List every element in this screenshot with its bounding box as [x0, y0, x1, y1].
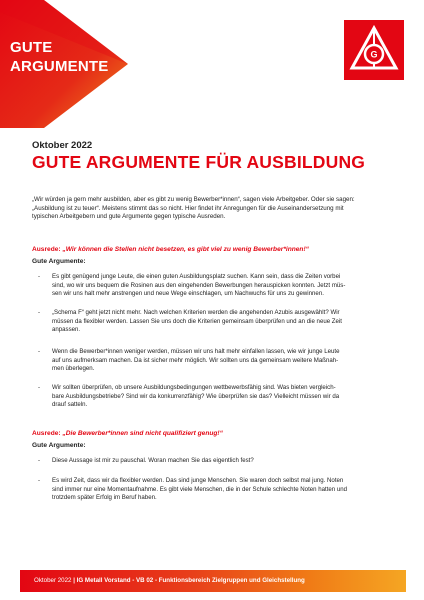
banner-title — [10, 38, 108, 76]
footer-bar — [20, 570, 406, 592]
section-2-subhead: Gute Argumente: — [32, 442, 86, 449]
argument-line: trotzdem später Erfolg im Beruf haben. — [52, 494, 157, 502]
argument-item — [52, 457, 398, 466]
bullet-dash: - — [38, 457, 41, 464]
argument-line: Es gibt genügend junge Leute, die einen guten Ausbildungsplatz suchen. Kann sein, dass die Zeiten vorbei — [52, 273, 341, 280]
argument-line: sind immer nur eine Momentaufnahme. Es gibt viele Menschen, die in der Schule schlechte Noten hatten und — [52, 485, 348, 493]
section-1-subhead: Gute Argumente: — [32, 258, 86, 265]
logo-icon — [344, 20, 404, 80]
argument-line: Diese Aussage ist mir zu pauschal. Woran machen Sie das eigentlich fest? — [52, 457, 254, 464]
section-1-excuse — [32, 246, 309, 253]
argument-line: drauf satteln. — [52, 401, 88, 409]
argument-line: anpassen. — [52, 326, 81, 334]
bullet-dash: - — [38, 477, 41, 484]
intro-line: typischen Arbeitgebern und gute Argumente gegen typische Ausreden. — [32, 213, 226, 221]
argument-line: men überlegen. — [52, 365, 95, 373]
banner-line-1: GUTE — [10, 39, 53, 56]
argument-line: bare Ausbildungsbetriebe? Sind wir da konkurrenzfähig? Wie überprüfen sie das? Vielleicht müssen wir da — [52, 392, 340, 400]
intro-line: „Wir würden ja gern mehr ausbilden, aber es gibt zu wenig Bewerber*innen“, sagen viele Arbeitgeber. Oder sie sagen: — [32, 196, 355, 203]
footer-date: Oktober 2022 — [34, 577, 72, 584]
excuse-quote: „Die Bewerber*innen sind nicht qualifiziert genug!“ — [62, 430, 223, 437]
argument-line: Wenn die Bewerber*innen weniger werden, müssen wir uns halt mehr einfallen lassen, wie wir junge Leute — [52, 348, 340, 355]
footer-org: | IG Metall Vorstand - VB 02 - Funktionsbereich Zielgruppen und Gleichstellung — [71, 577, 305, 584]
bullet-dash: - — [38, 273, 41, 280]
argument-line: müssen da flexibler werden. Lassen Sie uns doch die Kriterien gemeinsam überprüfen und an die neue Zeit — [52, 317, 342, 325]
excuse-quote: „Wir können die Stellen nicht besetzen, es gibt viel zu wenig Bewerber*innen!“ — [62, 246, 309, 253]
argument-line: Es wird Zeit, dass wir da flexibler werden. Das sind junge Menschen. Sie waren doch selbst mal jung. Noten — [52, 477, 344, 484]
bullet-dash: - — [38, 348, 41, 355]
banner-line-2: ARGUMENTE — [10, 58, 109, 75]
svg-text:G: G — [370, 49, 378, 60]
excuse-label: Ausrede: — [32, 246, 61, 253]
bullet-dash: - — [38, 309, 41, 316]
argument-line: sen wir uns halt mehr anstrengen und neue Wege einschlagen, um Nachwuchs für uns zu gewinnen. — [52, 290, 324, 298]
argument-item — [52, 477, 398, 503]
argument-item — [52, 348, 398, 374]
bullet-dash: - — [38, 384, 41, 391]
argument-item — [52, 273, 398, 299]
argument-line: sind, wo wir uns bequem die Rosinen aus den eingehenden Bewerbungen herauspicken konnten. Jetzt müs- — [52, 281, 346, 289]
argument-line: „Schema F“ geht jetzt nicht mehr. Nach welchen Kriterien werden die angehenden Azubis ausgewählt? Wir — [52, 309, 340, 316]
argument-line: auf uns aufmerksam machen. Da ist sicher mehr möglich. Wir sollten uns da gemeinsam weitere Maßnah- — [52, 356, 339, 364]
section-2-excuse — [32, 430, 223, 437]
document-date: Oktober 2022 — [32, 140, 93, 151]
ig-metall-logo — [344, 20, 404, 80]
argument-item — [52, 309, 398, 335]
intro-paragraph — [32, 196, 398, 222]
header-banner — [0, 0, 130, 128]
argument-line: Wir sollten überprüfen, ob unsere Ausbildungsbedingungen wettbewerbsfähig sind. Was bieten vergleich- — [52, 384, 336, 391]
footer-text — [34, 577, 305, 584]
document-title: GUTE ARGUMENTE FÜR AUSBILDUNG — [32, 152, 366, 172]
argument-item — [52, 384, 398, 410]
intro-line: „Ausbildung ist zu teuer“. Meistens stimmt das so nicht. Hier findet ihr Anregungen für die Auseinandersetzung mit — [32, 204, 344, 212]
excuse-label: Ausrede: — [32, 430, 61, 437]
